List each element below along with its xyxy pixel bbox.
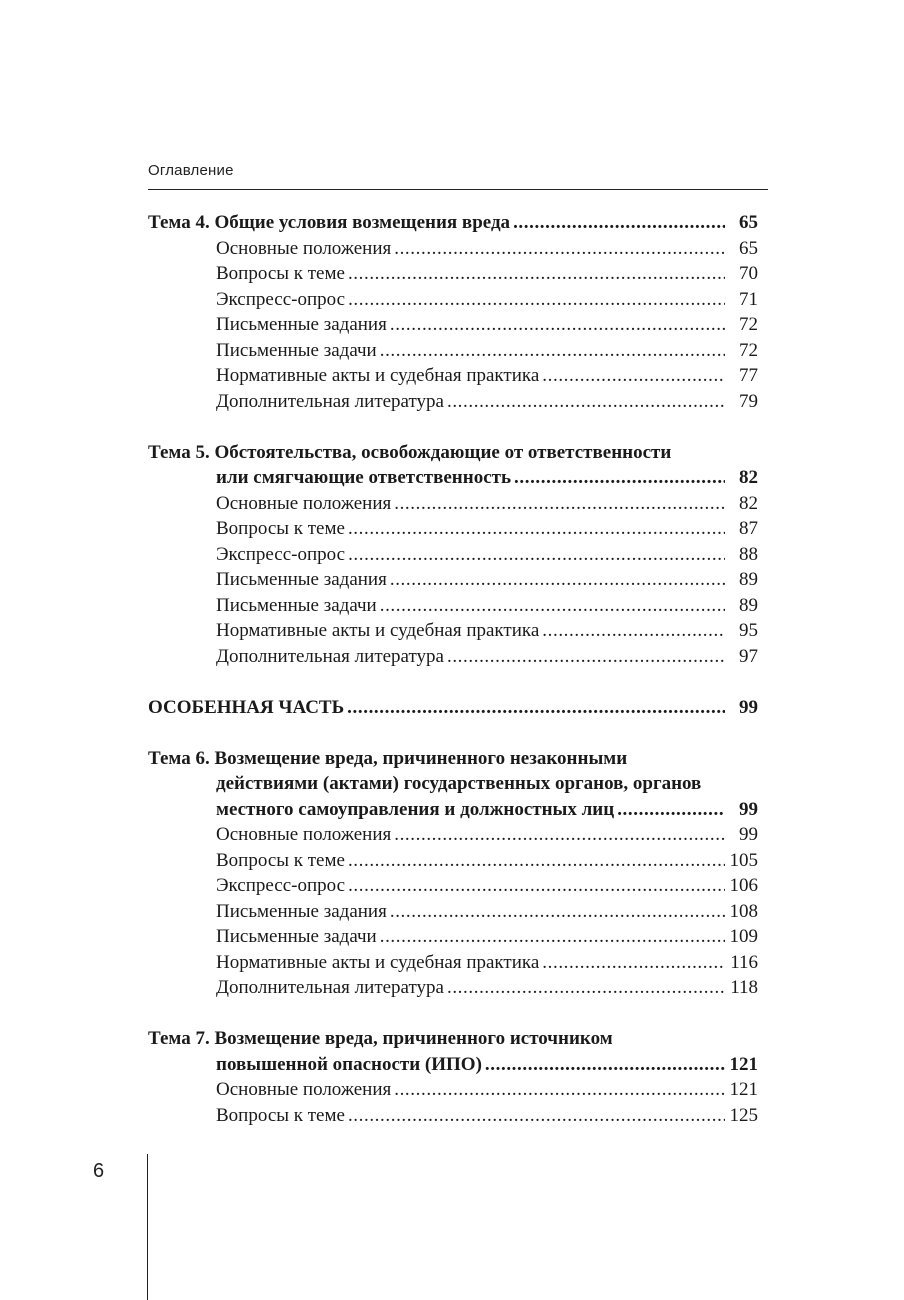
toc-entry[interactable]	[148, 899, 758, 925]
toc-part-title: ОСОБЕННАЯ ЧАСТЬ	[148, 696, 345, 718]
toc-entry-page: 65	[739, 237, 758, 259]
leader-dots	[513, 210, 725, 236]
leader-dots	[380, 924, 725, 950]
leader-dots	[485, 1052, 725, 1078]
toc-heading[interactable]	[148, 210, 758, 236]
leader-dots	[514, 465, 725, 491]
toc-entry-label: Дополнительная литература	[216, 977, 444, 998]
toc-entry[interactable]	[148, 1077, 758, 1103]
toc-heading-title: Тема 7. Возмещение вреда, причиненного источником	[148, 1028, 613, 1049]
toc-entry[interactable]	[148, 644, 758, 670]
toc-group-special-part	[148, 695, 758, 721]
toc-entry-label: Нормативные акты и судебная практика	[216, 951, 540, 973]
toc-entry-page: 70	[739, 263, 758, 284]
leader-dots	[348, 1103, 725, 1129]
leader-dots	[347, 695, 725, 721]
toc-entry-page: 72	[739, 339, 758, 361]
leader-dots	[394, 491, 725, 517]
toc-entry-page: 105	[729, 849, 758, 871]
toc-entry-page: 77	[739, 365, 758, 386]
leader-dots	[542, 618, 725, 644]
toc-part-page: 99	[739, 696, 758, 718]
toc-entry-label: Основные положения	[216, 1079, 392, 1100]
toc-heading-title: действиями (актами) государственных органов, органов	[216, 773, 702, 794]
toc-entry-label: Экспресс-опрос	[216, 875, 346, 896]
toc-entry-page: 121	[729, 1079, 758, 1100]
toc-heading-line	[148, 771, 758, 797]
toc-heading-line	[148, 440, 758, 466]
toc-entry[interactable]	[148, 950, 758, 976]
toc-entry-label: Основные положения	[216, 824, 392, 845]
toc-entry[interactable]	[148, 848, 758, 874]
toc-entry[interactable]	[148, 312, 758, 338]
leader-dots	[380, 338, 725, 364]
toc-heading-title: местного самоуправления и должностных лиц	[216, 798, 615, 820]
toc-entry[interactable]	[148, 261, 758, 287]
leader-dots	[394, 1077, 725, 1103]
toc-entry-label: Вопросы к теме	[216, 263, 345, 284]
toc-entry-label: Нормативные акты и судебная практика	[216, 365, 540, 386]
toc-entry-label: Письменные задания	[216, 569, 387, 590]
toc-entry-page: 82	[739, 492, 758, 514]
toc-entry[interactable]	[148, 287, 758, 313]
folio-rule	[147, 1154, 148, 1300]
toc-entry-page: 125	[729, 1104, 758, 1126]
toc-entry-label: Письменные задачи	[216, 594, 377, 616]
toc-entry-label: Вопросы к теме	[216, 518, 345, 539]
leader-dots	[394, 822, 725, 848]
leader-dots	[394, 236, 725, 262]
toc-entry[interactable]	[148, 822, 758, 848]
toc-heading-title: Тема 4. Общие условия возмещения вреда	[148, 212, 511, 233]
toc-entry[interactable]	[148, 567, 758, 593]
toc-heading-title: Тема 6. Возмещение вреда, причиненного незаконными	[148, 747, 628, 769]
toc-entry-label: Дополнительная литература	[216, 645, 444, 667]
toc-entry-page: 99	[739, 824, 758, 845]
toc-entry[interactable]	[148, 593, 758, 619]
toc-entry-page: 109	[729, 926, 758, 947]
toc-entry-label: Письменные задачи	[216, 926, 377, 947]
toc-entry-page: 72	[739, 314, 758, 335]
toc-heading-page: 99	[739, 798, 758, 820]
toc-entry[interactable]	[148, 363, 758, 389]
leader-dots	[348, 287, 725, 313]
toc-entry[interactable]	[148, 516, 758, 542]
leader-dots	[348, 873, 725, 899]
toc-entry[interactable]	[148, 975, 758, 1001]
header-rule	[148, 189, 768, 190]
toc-entry-page: 118	[730, 977, 758, 998]
toc-heading[interactable]	[148, 797, 758, 823]
toc-entry-page: 71	[739, 288, 758, 310]
table-of-contents	[148, 210, 758, 1128]
toc-entry[interactable]	[148, 873, 758, 899]
toc-entry-page: 87	[739, 518, 758, 539]
toc-heading-title: Тема 5. Обстоятельства, освобождающие от ответственности	[148, 441, 672, 463]
toc-entry-page: 97	[739, 645, 758, 667]
leader-dots	[542, 363, 725, 389]
page-number: 6	[93, 1160, 105, 1182]
toc-entry-label: Вопросы к теме	[216, 849, 345, 871]
toc-entry-label: Вопросы к теме	[216, 1104, 345, 1126]
toc-heading[interactable]	[148, 465, 758, 491]
toc-entry-label: Основные положения	[216, 492, 392, 514]
toc-entry[interactable]	[148, 491, 758, 517]
leader-dots	[390, 567, 725, 593]
toc-entry[interactable]	[148, 338, 758, 364]
toc-entry-page: 89	[739, 569, 758, 590]
toc-group-topic-5	[148, 440, 758, 670]
leader-dots	[390, 899, 725, 925]
toc-entry[interactable]	[148, 924, 758, 950]
toc-heading-page: 82	[739, 467, 758, 488]
toc-heading-page: 65	[739, 212, 758, 233]
toc-part-heading[interactable]	[148, 695, 758, 721]
toc-entry[interactable]	[148, 389, 758, 415]
toc-entry-label: Дополнительная литература	[216, 390, 444, 412]
toc-entry-label: Письменные задачи	[216, 339, 377, 361]
leader-dots	[390, 312, 725, 338]
leader-dots	[348, 516, 725, 542]
toc-group-topic-6	[148, 746, 758, 1001]
toc-heading-page: 121	[729, 1053, 758, 1075]
toc-entry-label: Основные положения	[216, 237, 392, 259]
toc-entry-label: Письменные задания	[216, 314, 387, 335]
toc-entry-page: 108	[729, 900, 758, 922]
leader-dots	[542, 950, 725, 976]
leader-dots	[617, 797, 725, 823]
toc-heading-line	[148, 746, 758, 772]
leader-dots	[447, 975, 725, 1001]
toc-entry-page: 95	[739, 620, 758, 641]
leader-dots	[348, 261, 725, 287]
toc-entry-page: 89	[739, 594, 758, 616]
running-head: Оглавление	[148, 162, 234, 179]
toc-entry-label: Экспресс-опрос	[216, 288, 346, 310]
toc-heading-line	[148, 1026, 758, 1052]
toc-entry[interactable]	[148, 1103, 758, 1129]
toc-entry-page: 79	[739, 390, 758, 412]
toc-entry[interactable]	[148, 542, 758, 568]
toc-entry-page: 106	[729, 875, 758, 896]
toc-entry-page: 116	[730, 951, 758, 973]
toc-entry[interactable]	[148, 618, 758, 644]
toc-entry[interactable]	[148, 236, 758, 262]
toc-heading-title: или смягчающие ответственность	[216, 467, 512, 488]
toc-entry-page: 88	[739, 543, 758, 565]
leader-dots	[447, 644, 725, 670]
toc-heading[interactable]	[148, 1052, 758, 1078]
toc-entry-label: Экспресс-опрос	[216, 543, 346, 565]
toc-group-topic-7	[148, 1026, 758, 1128]
leader-dots	[380, 593, 725, 619]
leader-dots	[348, 542, 725, 568]
toc-entry-label: Письменные задания	[216, 900, 387, 922]
toc-entry-label: Нормативные акты и судебная практика	[216, 620, 540, 641]
toc-heading-title: повышенной опасности (ИПО)	[216, 1053, 482, 1075]
leader-dots	[348, 848, 725, 874]
leader-dots	[447, 389, 725, 415]
toc-group-topic-4	[148, 210, 758, 414]
